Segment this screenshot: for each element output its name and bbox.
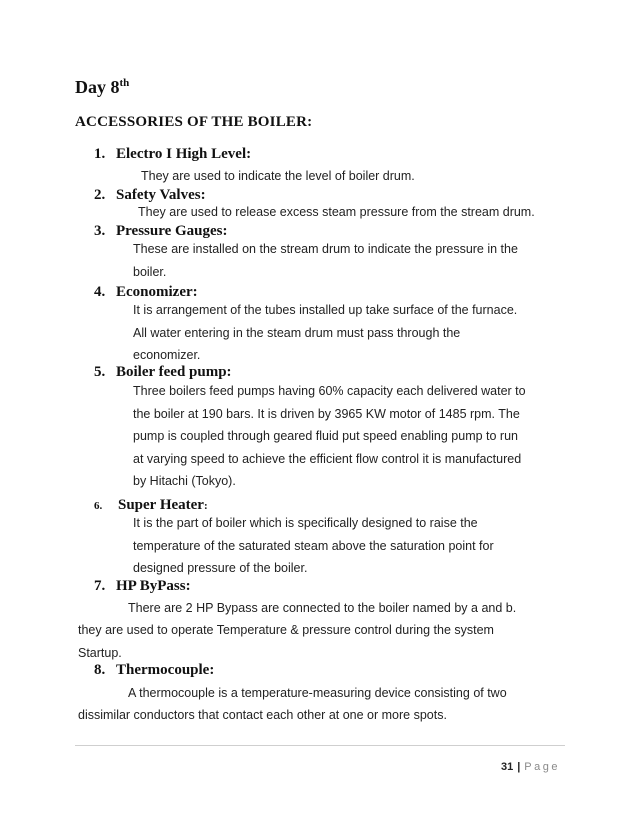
item-number: 8. xyxy=(94,662,106,678)
body-line: It is the part of boiler which is specifically designed to raise the xyxy=(133,516,478,530)
body-line: economizer. xyxy=(133,348,201,362)
item-title-text: Super Heater xyxy=(118,497,204,513)
item-title-colon: : xyxy=(203,500,208,512)
body-line: temperature of the saturated steam above the saturation point for xyxy=(133,538,494,553)
day-heading-suffix: th xyxy=(119,77,130,89)
item-title-text: Electro I High Level: xyxy=(116,146,252,162)
item-number: 1. xyxy=(94,146,106,162)
item-number: 3. xyxy=(94,223,106,239)
section-title: ACCESSORIES OF THE BOILER: xyxy=(75,114,313,130)
body-line: They are used to indicate the level of boiler drum. xyxy=(141,169,415,183)
body-line: boiler. xyxy=(133,264,167,279)
body-line: Three boilers feed pumps having 60% capacity each delivered water to xyxy=(133,384,526,398)
body-line: they are used to operate Temperature & pressure control during the system xyxy=(78,623,494,637)
item-title-text: Thermocouple: xyxy=(116,662,215,678)
item-title-text: Safety Valves: xyxy=(116,187,206,203)
body-line: designed pressure of the boiler. xyxy=(133,561,308,575)
body-line: All water entering in the steam drum must pass through the xyxy=(133,325,461,340)
page-label: Page xyxy=(524,761,560,773)
item-body-electro-high-level xyxy=(141,165,415,188)
item-body-thermocouple-line-2: dissimilar conductors that contact each other at one or more spots. xyxy=(78,708,447,722)
item-number: 7. xyxy=(94,578,106,594)
page-number: 31 xyxy=(500,761,514,773)
item-body-boiler-feed-pump xyxy=(133,380,526,493)
page-footer xyxy=(501,761,560,773)
item-body-hp-bypass-rest xyxy=(78,619,494,664)
item-body-safety-valves xyxy=(138,201,535,224)
body-line: These are installed on the stream drum to indicate the pressure in the xyxy=(133,242,518,256)
body-line: Startup. xyxy=(78,645,122,660)
item-title-hp-bypass xyxy=(94,578,191,595)
day-heading-text: Day 8 xyxy=(75,77,120,97)
item-title-text: Boiler feed pump: xyxy=(116,364,232,380)
body-line: at varying speed to achieve the efficient flow control it is manufactured xyxy=(133,451,522,466)
body-line: the boiler at 190 bars. It is driven by 3965 KW motor of 1485 rpm. The xyxy=(133,406,520,421)
item-title-text: Pressure Gauges: xyxy=(116,223,228,239)
item-title-boiler-feed-pump xyxy=(94,364,232,381)
body-line: by Hitachi (Tokyo). xyxy=(133,474,236,488)
item-title-text: HP ByPass: xyxy=(116,578,191,594)
item-body-hp-bypass-line-1: There are 2 HP Bypass are connected to the boiler named by a and b. xyxy=(128,601,517,615)
day-heading xyxy=(75,77,129,98)
footer-divider xyxy=(75,745,565,746)
item-number: 5. xyxy=(94,364,106,380)
item-body-thermocouple-line-1: A thermocouple is a temperature-measuring device consisting of two xyxy=(128,686,507,700)
item-title-thermocouple xyxy=(94,662,214,679)
item-number: 4. xyxy=(94,284,106,300)
footer-separator: | xyxy=(517,761,521,773)
body-line: They are used to release excess steam pressure from the stream drum. xyxy=(138,205,535,219)
body-line: pump is coupled through geared fluid put speed enabling pump to run xyxy=(133,429,518,443)
item-body-pressure-gauges xyxy=(133,238,518,283)
body-line: It is arrangement of the tubes installed up take surface of the furnace. xyxy=(133,303,518,317)
item-title-text: Economizer: xyxy=(116,284,198,300)
item-body-super-heater xyxy=(133,512,494,580)
item-body-economizer xyxy=(133,299,517,367)
item-number: 6. xyxy=(94,500,103,512)
item-title-electro-high-level xyxy=(94,146,251,163)
item-number: 2. xyxy=(94,187,106,203)
